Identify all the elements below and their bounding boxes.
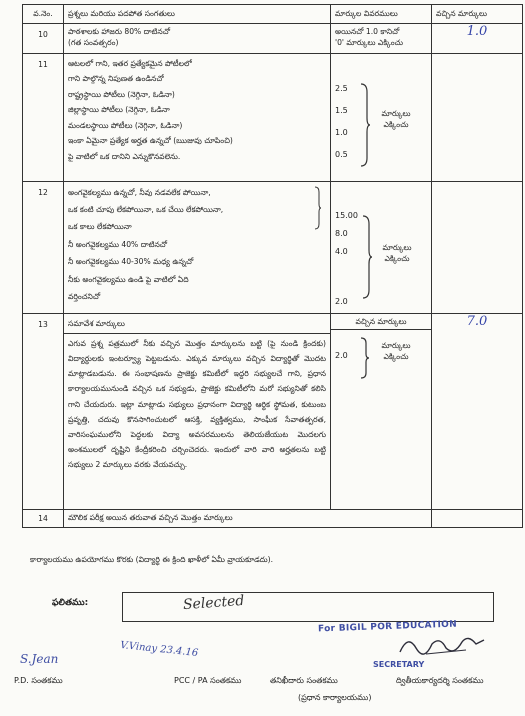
question-line: అంగవైకల్యము ఉన్నచో, నీవు నడవలేక పోయినా,: [68, 187, 211, 197]
result-handwriting: Selected: [182, 592, 245, 614]
question-cell: [64, 53, 331, 181]
second-secretary-label: ద్వితీయకార్యదర్శి సంతకము: [396, 676, 484, 685]
question-line: మండలస్థాయి పోటీలు (నెగ్గినా, ఓడినా): [68, 120, 183, 130]
pcc-signature-label: PCC / PA సంతకము: [174, 676, 242, 685]
marks-detail-cell: [331, 181, 432, 313]
marks-table: [22, 4, 523, 528]
table-row-12: [23, 181, 523, 313]
right-brace-icon: [361, 214, 373, 300]
total-marks-cell: [432, 509, 523, 527]
detail-line: '0' మార్కులు ఎక్కించు: [335, 38, 403, 48]
detail-label-line: ఎక్కించు: [383, 119, 409, 129]
table-row-11: [23, 53, 523, 181]
inspector-signature-label: తనిఖీదారు సంతకము: [270, 676, 338, 685]
right-brace-icon: [359, 82, 371, 168]
question-cell: [64, 181, 331, 313]
detail-label: [375, 242, 419, 264]
question-line: ఆటలలో గాని, ఇతర ప్రత్యేకమైన పోటీలలో: [68, 58, 192, 68]
marks-scale: [335, 56, 427, 178]
detail-label: [373, 108, 419, 130]
office-use-note: కార్యాలయము ఉపయోగము కొరకు (విద్యార్థి ఈ క్రింది ఖాళీలో ఏమీ వ్రాయకూడదు).: [30, 555, 274, 564]
question-line: ఇంకా ఏమైనా ప్రత్యేక అర్హత ఉన్నచో (ఋజువు చూపించి): [68, 136, 233, 146]
scale-value: 1.5: [335, 105, 348, 115]
row-number: 10: [23, 23, 64, 53]
table-row-10: [23, 23, 523, 53]
scale-value: 15.00: [335, 210, 358, 220]
question-cell: [64, 313, 331, 509]
section-title: సమావేశ మార్కులు: [68, 318, 125, 328]
scale-value: 2.0: [335, 351, 348, 361]
row-number: 14: [23, 509, 64, 527]
detail-label-line: మార్కులు: [382, 242, 412, 252]
col-header-marks-obtained: వచ్చిన మార్కులు: [432, 5, 523, 24]
marks-obtained-cell: [432, 23, 523, 53]
scale-value: 1.0: [335, 127, 348, 137]
handwritten-marks: 1.0: [466, 23, 488, 39]
detail-label-line: ఎక్కించు: [383, 352, 409, 362]
detail-label-line: ఎక్కించు: [384, 253, 410, 263]
result-label: ఫలితము:: [52, 598, 89, 608]
marks-obtained-cell: [432, 181, 523, 313]
question-line: (గత సంవత్సరం): [68, 38, 119, 48]
interview-paragraph: ఎగువ ప్రశ్న పత్రములో నీకు వచ్చిన మొత్తం మార్కులను బట్టి (పై నుండి క్రిందకు) విద్యార్థులకు ఇంటర్వ్యూ పెట్టబడును. ఎక్కువ మార్కులు వచ్చిన విద్యార్థితో మొదట మాట్లాడబడును. ఈ సంభాషణను ప్రాజెక్టు కమిటీలో ఇద్దరి సభ్యులచే గాని, ప్రధాన కార్యాలయమునుండి వచ్చిన ఒక సభ్యుడు, ప్రాజెక్టు కమిటీలోని మరో సభ్యునితో కలిసి గాని చేయదురు. ఇట్లా మాట్లాడు సభ్యులు ప్రధానంగా విద్యార్థి ఆర్థిక స్థోమత, కుటుంబ ప్రవృత్తి, చదువు కొనసాగించుటలో ఆసక్తి, వ్యక్తిత్వము, సాంఘీక సేవాతత్పరత, వారిసంఘములోని పెద్దలకు విద్యా అవసరములను తెలియజేయుట మొదలగు అంశములలో దృష్టిని కేంద్రీకరించి చర్చించెదరు. ఇందులో వారి వారి అర్హతలను బట్టి సభ్యులు 2 మార్కులు వరకు వేయవచ్చు.: [64, 333, 330, 473]
stamp-line-2: SECRETARY: [373, 660, 425, 669]
stamp-line-1: For BIGIL POR EDUCATION: [317, 619, 458, 635]
right-brace-icon: [314, 186, 322, 230]
col-header-marks-detail: మార్కుల వివరములు: [331, 5, 432, 24]
question-line: నీ అంగవైకల్యము 40-30% మధ్య ఉన్నచో: [68, 257, 194, 267]
question-line: గాని పాల్గొన్న నిపుణత ఉండినచో: [68, 74, 164, 84]
detail-line: అయినచో 1.0 కానిచో: [335, 26, 400, 36]
inspector-signature-sublabel: (ప్రధాన కార్యాలయము): [298, 693, 372, 702]
marks-obtained-cell: [432, 313, 523, 509]
scale-value: 2.5: [335, 83, 348, 93]
row-number: 12: [23, 181, 64, 313]
detail-label-line: మార్కులు: [381, 108, 411, 118]
marks-scale: [335, 184, 427, 310]
marks-detail-cell: [331, 23, 432, 53]
question-line: జిల్లాస్థాయి పోటీలు (నెగ్గినా, ఓడినా: [68, 105, 170, 115]
table-row-13: [23, 313, 523, 509]
marks-detail-cell: [331, 313, 432, 509]
signature-row: [0, 640, 525, 716]
col-header-questions: ప్రశ్నలు మరియు పదపోత సంగతులు: [64, 5, 331, 24]
pd-signature: S.Jean: [20, 652, 59, 666]
marks-scale: [331, 330, 431, 390]
pcc-signature: V.Vinay 23.4.16: [119, 639, 199, 660]
pd-signature-label: P.D. సంతకము: [14, 676, 63, 685]
table-header-row: [23, 5, 523, 24]
handwritten-marks: 7.0: [466, 313, 488, 329]
question-cell: [64, 23, 331, 53]
scale-value: 0.5: [335, 149, 348, 159]
row-number: 11: [23, 53, 64, 181]
right-brace-icon: [359, 336, 371, 380]
scale-value: 2.0: [335, 296, 348, 306]
row-number: 13: [23, 313, 64, 509]
question-line: రాష్ట్రస్థాయి పోటీలు (నెగ్గినా, ఓడినా): [68, 89, 175, 99]
question-line: నీకు అంగవైకల్యము ఉండి పై వాటిలో ఏది: [68, 274, 189, 284]
scale-value: 8.0: [335, 228, 348, 238]
question-line: వర్తించనిచో: [68, 292, 101, 302]
result-box: [122, 592, 494, 622]
scale-value: 4.0: [335, 246, 348, 256]
question-line: పాఠశాలకు హాజరు 80% దాటినచో: [68, 26, 171, 36]
detail-subheader: వచ్చిన మార్కులు: [331, 314, 431, 331]
marks-obtained-cell: [432, 53, 523, 181]
question-line: నీ అంగవైకల్యము 40% దాటినచో: [68, 239, 168, 249]
detail-label: [373, 340, 419, 362]
detail-label-line: మార్కులు: [381, 341, 411, 351]
question-line: ఒక కంటి చూపు లేకపోయినా, ఒక చేయి లేకపోయినా,: [68, 205, 224, 214]
table-row-14: [23, 509, 523, 527]
total-marks-label: మౌలిక పరీక్ష అయిన తరువాత వచ్చిన మొత్తం మార్కులు: [64, 509, 432, 527]
question-line: పై వాటిలో ఒక దానిని ఎన్నుకొనవలెను.: [68, 151, 181, 161]
marks-detail-cell: [331, 53, 432, 181]
question-line: ఒక కాలు లేకపోయినా: [68, 222, 132, 232]
col-header-number: వ.నెం.: [23, 5, 64, 24]
